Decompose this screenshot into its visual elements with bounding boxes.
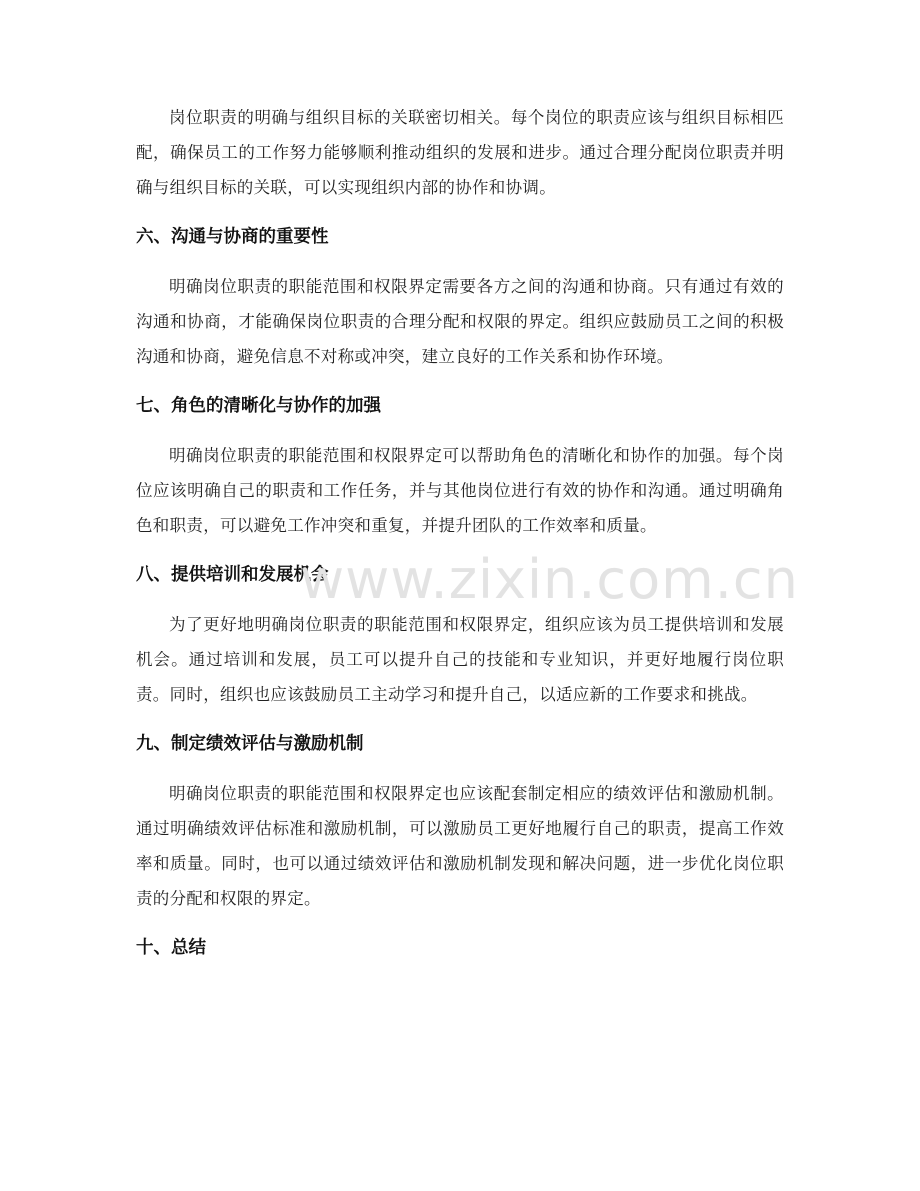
section-heading-8: 八、提供培训和发展机会 xyxy=(136,565,329,585)
section-heading-7: 七、角色的清晰化与协作的加强 xyxy=(136,396,381,416)
section-paragraph-9: 明确岗位职责的职能范围和权限界定也应该配套制定相应的绩效评估和激励机制。通过明确绩效评估标准和激励机制，可以激励员工更好地履行自己的职责，提高工作效率和质量。同时，也可以通过绩效评估和激励机制发现和解决问题，进一步优化岗位职责的分配和权限的界定。 xyxy=(136,784,784,908)
section-paragraph-6: 明确岗位职责的职能范围和权限界定需要各方之间的沟通和协商。只有通过有效的沟通和协商，才能确保岗位职责的合理分配和权限的界定。组织应鼓励员工之间的积极沟通和协商，避免信息不对称或冲突，建立良好的工作关系和协作环境。 xyxy=(136,277,784,366)
document-body xyxy=(136,100,784,963)
section-paragraph-8: 为了更好地明确岗位职责的职能范围和权限界定，组织应该为员工提供培训和发展机会。通过培训和发展，员工可以提升自己的技能和专业知识，并更好地履行岗位职责。同时，组织也应该鼓励员工主动学习和提升自己，以适应新的工作要求和挑战。 xyxy=(136,615,784,704)
section-heading-10: 十、总结 xyxy=(136,938,206,958)
section-heading-6: 六、沟通与协商的重要性 xyxy=(136,227,329,247)
section-paragraph-7: 明确岗位职责的职能范围和权限界定可以帮助角色的清晰化和协作的加强。每个岗位应该明确自己的职责和工作任务，并与其他岗位进行有效的协作和沟通。通过明确角色和职责，可以避免工作冲突和重复，并提升团队的工作效率和质量。 xyxy=(136,446,784,535)
section-heading-9: 九、制定绩效评估与激励机制 xyxy=(136,734,364,754)
intro-paragraph: 岗位职责的明确与组织目标的关联密切相关。每个岗位的职责应该与组织目标相匹配，确保员工的工作努力能够顺利推动组织的发展和进步。通过合理分配岗位职责并明确与组织目标的关联，可以实现组织内部的协作和协调。 xyxy=(136,108,784,197)
watermark-text: www.zixin.com.cn xyxy=(300,548,799,611)
